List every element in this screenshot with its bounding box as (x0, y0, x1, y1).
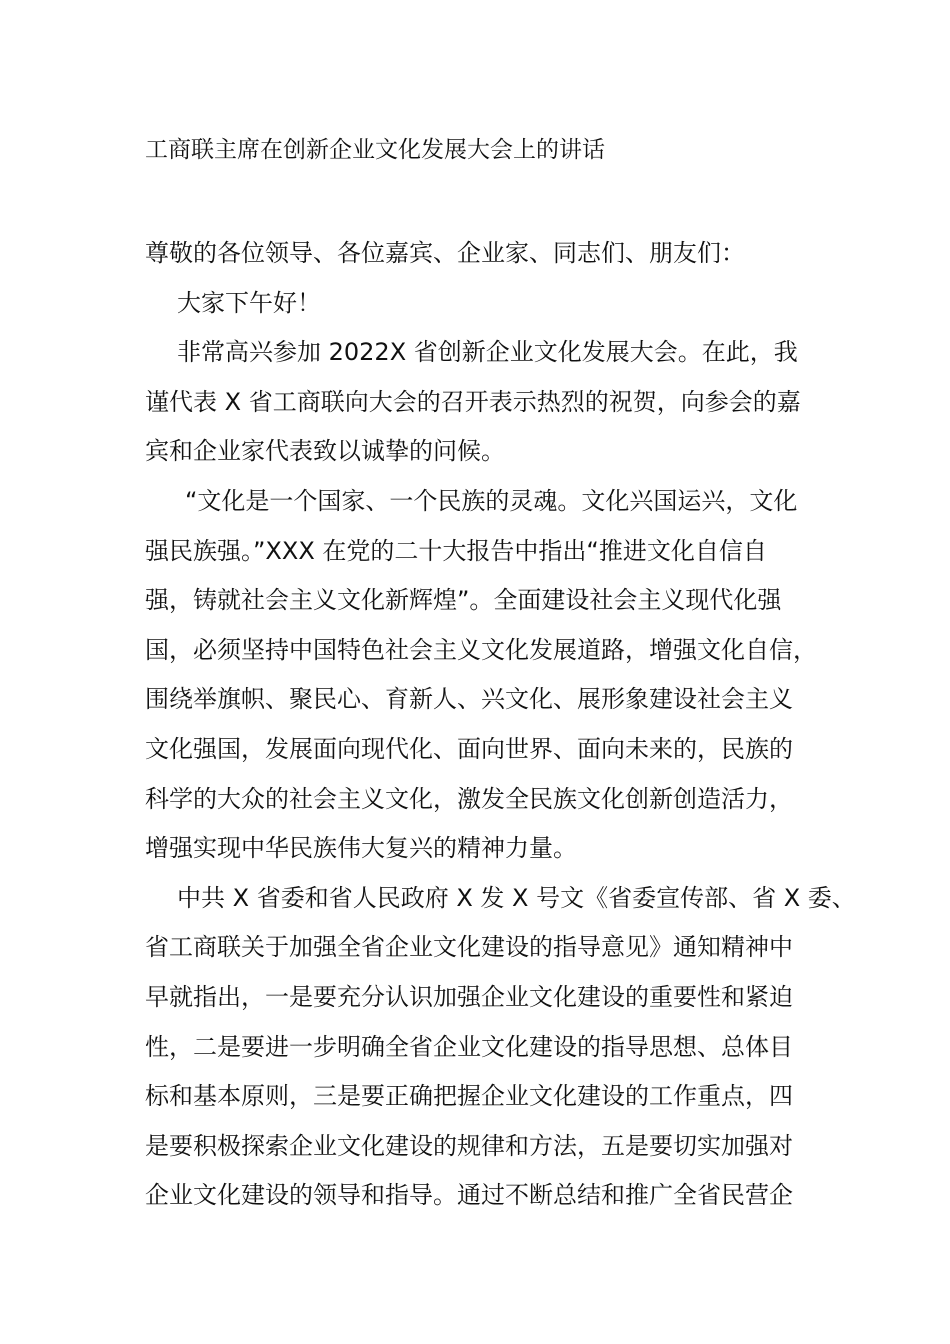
paragraph-line: 强民族强。”XXX 在党的二十大报告中指出“推进文化自信自 (145, 536, 767, 565)
salutation-line: 尊敬的各位领导、各位嘉宾、企业家、同志们、朋友们： (145, 239, 745, 267)
paragraph-line: 围绕举旗帜、聚民心、育新人、兴文化、展形象建设社会主义 (145, 685, 793, 714)
paragraph-line: 文化强国，发展面向现代化、面向世界、面向未来的，民族的 (145, 734, 793, 763)
paragraph-line: 标和基本原则，三是要正确把握企业文化建设的工作重点，四 (145, 1082, 793, 1111)
paragraph-line: 谨代表 X 省工商联向大会的召开表示热烈的祝贺，向参会的嘉 (145, 387, 801, 416)
paragraph-line: 强，铸就社会主义文化新辉煌”。全面建设社会主义现代化强 (145, 586, 782, 615)
paragraph-line: 省工商联关于加强全省企业文化建设的指导意见》通知精神中 (145, 933, 793, 962)
document-body (145, 229, 856, 1221)
document-title: 工商联主席在创新企业文化发展大会上的讲话 (145, 137, 605, 163)
paragraph-line: 宾和企业家代表致以诚挚的问候。 (145, 437, 505, 466)
paragraph-line: 科学的大众的社会主义文化，激发全民族文化创新创造活力， (145, 784, 793, 813)
paragraph-line: 国，必须坚持中国特色社会主义文化发展道路，增强文化自信， (145, 635, 817, 664)
greeting-line: 大家下午好！ (177, 288, 321, 317)
paragraph-line: “文化是一个国家、一个民族的灵魂。文化兴国运兴，文化 (185, 486, 798, 515)
paragraph-line: 企业文化建设的领导和指导。通过不断总结和推广全省民营企 (145, 1181, 793, 1210)
paragraph-line: 性，二是要进一步明确全省企业文化建设的指导思想、总体目 (145, 1032, 793, 1061)
paragraph-line: 中共 X 省委和省人民政府 X 发 X 号文《省委宣传部、省 X 委、 (177, 883, 856, 912)
paragraph-line: 早就指出，一是要充分认识加强企业文化建设的重要性和紧迫 (145, 982, 793, 1011)
paragraph-line: 是要积极探索企业文化建设的规律和方法，五是要切实加强对 (145, 1131, 793, 1160)
paragraph-line: 非常高兴参加 2022X 省创新企业文化发展大会。在此，我 (177, 338, 798, 367)
paragraph-line: 增强实现中华民族伟大复兴的精神力量。 (145, 834, 577, 863)
